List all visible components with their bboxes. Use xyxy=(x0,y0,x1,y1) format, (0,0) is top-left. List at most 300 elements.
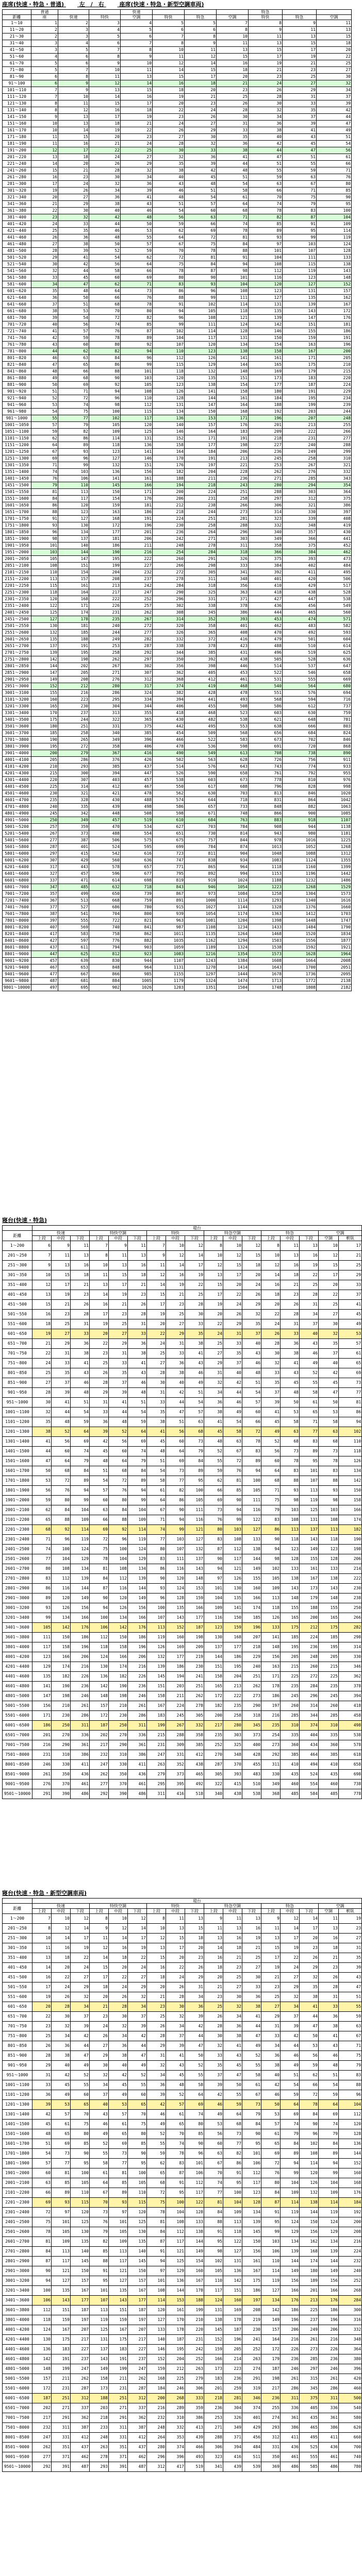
fare-cell: 70 xyxy=(249,194,283,201)
fare-cell: 892 xyxy=(185,871,217,877)
fare-cell: 300 xyxy=(58,770,89,777)
table-row xyxy=(3,710,352,717)
distance-cell: 51～60 xyxy=(3,54,31,60)
fare-cell: 385 xyxy=(281,1750,300,1760)
fare-cell: 108 xyxy=(147,2286,166,2296)
fare-cell: 53 xyxy=(300,2041,319,2051)
fare-cell: 933 xyxy=(317,764,352,770)
fare-cell: 67 xyxy=(223,1447,242,1456)
fare-cell: 181 xyxy=(58,623,89,630)
fare-cell: 97 xyxy=(249,241,283,248)
fare-cell: 141 xyxy=(89,476,121,482)
fare-cell: 101 xyxy=(121,368,153,375)
fare-cell: 5 xyxy=(153,20,185,27)
fare-cell: 84 xyxy=(109,1505,128,1515)
fare-cell: 68 xyxy=(261,1476,281,1486)
fare-cell: 495 xyxy=(317,569,352,576)
fare-cell: 483 xyxy=(283,623,317,630)
fare-cell: 57 xyxy=(121,241,153,248)
fare-cell: 1088 xyxy=(283,851,317,857)
fare-cell: 314 xyxy=(249,509,283,516)
fare-cell: 104 xyxy=(153,335,185,342)
table-row xyxy=(3,971,352,978)
fare-cell: 192 xyxy=(249,409,283,415)
fare-cell: 1138 xyxy=(317,824,352,831)
fare-cell: 284 xyxy=(153,583,185,589)
fare-cell: 127 xyxy=(242,1525,261,1535)
fare-cell: 91 xyxy=(204,2227,223,2237)
fare-cell: 9 xyxy=(204,1914,223,1924)
fare-cell: 111 xyxy=(242,1496,261,1505)
distance-cell: 1～200 xyxy=(3,1914,32,1924)
fare-cell: 9 xyxy=(58,87,89,94)
fare-cell: 173 xyxy=(249,375,283,382)
fare-cell: 172 xyxy=(32,2384,52,2394)
fare-cell: 120 xyxy=(52,1594,71,1603)
fare-cell: 29 xyxy=(261,2012,281,2022)
fare-cell: 196 xyxy=(71,1642,90,1652)
fare-cell: 12 xyxy=(223,1251,242,1261)
fare-cell: 104 xyxy=(71,1505,90,1515)
fare-cell: 18 xyxy=(261,1290,281,1300)
fare-cell: 86 xyxy=(58,435,89,442)
fare-cell: 293 xyxy=(261,2423,281,2433)
fare-cell: 45 xyxy=(281,1378,300,1388)
fare-cell: 250 xyxy=(339,1603,362,1613)
table-row xyxy=(3,877,352,884)
fare-cell: 14 xyxy=(281,1924,300,1934)
fare-cell: 29 xyxy=(58,201,89,208)
fare-cell: 186 xyxy=(166,1662,185,1672)
distance-cell: 2951～3000 xyxy=(3,683,31,690)
distance-cell: 4001～4200 xyxy=(3,2325,32,2335)
fare-cell: 1384 xyxy=(217,958,249,964)
fare-cell: 74 xyxy=(32,1545,52,1554)
fare-cell: 38 xyxy=(281,1349,300,1359)
fare-cell: 52 xyxy=(261,1437,281,1447)
fare-cell: 117 xyxy=(185,335,217,342)
column-header: 空調 xyxy=(317,15,352,20)
header-top-cell xyxy=(89,10,121,15)
fare-cell: 75 xyxy=(339,2051,362,2061)
fare-cell: 412 xyxy=(89,784,121,790)
fare-cell: 374 xyxy=(153,683,185,690)
fare-cell: 213 xyxy=(223,1682,242,1691)
fare-cell: 349 xyxy=(261,1780,281,1789)
fare-cell: 22 xyxy=(32,2012,52,2022)
fare-cell: 8 xyxy=(185,33,217,40)
fare-cell: 344 xyxy=(121,703,153,710)
fare-cell: 838 xyxy=(185,857,217,864)
table-row xyxy=(3,770,352,777)
fare-cell: 387 xyxy=(71,2423,90,2433)
table-row xyxy=(3,127,352,134)
table-row xyxy=(3,415,352,422)
table-row xyxy=(3,60,352,67)
fare-cell: 310 xyxy=(52,1750,71,1760)
fare-cell: 118 xyxy=(339,1447,362,1456)
fare-cell: 188 xyxy=(249,402,283,409)
fare-cell: 152 xyxy=(339,2159,362,2168)
fare-cell: 69 xyxy=(261,2149,281,2159)
fare-cell: 96 xyxy=(153,315,185,321)
fare-cell: 37 xyxy=(90,2090,109,2100)
fare-cell: 284 xyxy=(185,549,217,556)
table-row xyxy=(3,1496,362,1505)
fare-cell: 23 xyxy=(90,2012,109,2022)
fare-cell: 192 xyxy=(339,2208,362,2217)
distance-cell: 1001～1100 xyxy=(3,2080,32,2090)
fare-cell: 52 xyxy=(109,1427,128,1437)
fare-cell: 519 xyxy=(185,2462,204,2472)
table-row xyxy=(3,1280,362,1290)
fare-cell: 411 xyxy=(283,569,317,576)
fare-cell: 72 xyxy=(89,315,121,321)
fare-cell: 64 xyxy=(281,2100,300,2110)
fare-cell: 2095 xyxy=(317,971,352,978)
fare-cell: 36 xyxy=(185,154,217,161)
fare-cell: 513 xyxy=(58,897,89,904)
fare-cell: 1363 xyxy=(249,911,283,918)
fare-cell: 11 xyxy=(249,33,283,40)
fare-cell: 62 xyxy=(58,348,89,355)
fare-cell: 57 xyxy=(32,2159,52,2168)
fare-cell: 22 xyxy=(109,1973,128,1982)
fare-cell: 319 xyxy=(242,2384,261,2394)
fare-cell: 468 xyxy=(217,683,249,690)
fare-cell: 44 xyxy=(242,2022,261,2031)
fare-cell: 44 xyxy=(52,1408,71,1417)
fare-cell: 271 xyxy=(204,2423,223,2433)
fare-cell: 137 xyxy=(31,643,58,650)
fare-cell: 106 xyxy=(90,1623,109,1633)
fare-cell: 30 xyxy=(261,1349,281,1359)
table-row xyxy=(3,20,352,27)
fare-cell: 143 xyxy=(166,1613,185,1623)
fare-cell: 73 xyxy=(281,1447,300,1456)
fare-cell: 883 xyxy=(249,817,283,824)
fare-cell: 84 xyxy=(217,241,249,248)
fare-cell: 464 xyxy=(300,1750,319,1760)
fare-cell: 864 xyxy=(283,797,317,804)
fare-cell: 364 xyxy=(317,489,352,496)
fare-cell: 73 xyxy=(121,288,153,295)
fare-cell: 130 xyxy=(128,2227,147,2237)
fare-cell: 17 xyxy=(128,1934,147,1943)
table-row xyxy=(3,1329,362,1339)
fare-cell: 408 xyxy=(317,516,352,522)
fare-cell: 138 xyxy=(204,2315,223,2325)
fare-cell: 24 xyxy=(185,107,217,114)
fare-cell: 246 xyxy=(319,2364,339,2374)
fare-cell: 452 xyxy=(317,543,352,549)
fare-cell: 27 xyxy=(32,1378,52,1388)
fare-cell: 109 xyxy=(204,1603,223,1613)
fare-cell: 944 xyxy=(121,958,153,964)
fare-cell: 748 xyxy=(217,810,249,817)
fare-cell: 26 xyxy=(166,1982,185,1992)
fare-cell: 28 xyxy=(52,2002,71,2012)
fare-cell: 35 xyxy=(217,134,249,141)
fare-cell: 427 xyxy=(249,596,283,603)
fare-cell: 117 xyxy=(58,496,89,502)
fare-cell: 343 xyxy=(317,476,352,482)
fare-cell: 340 xyxy=(204,1789,223,1799)
fare-cell: 125 xyxy=(121,429,153,435)
table-row xyxy=(3,978,352,985)
fare-cell: 171 xyxy=(32,1711,52,1721)
fare-cell: 53 xyxy=(281,1408,300,1417)
fare-cell: 429 xyxy=(242,2423,261,2433)
fare-cell: 492 xyxy=(185,1780,204,1789)
fare-cell: 94 xyxy=(89,388,121,395)
fare-cell: 349 xyxy=(58,817,89,824)
fare-cell: 63 xyxy=(90,1505,109,1515)
distance-cell: 441～460 xyxy=(3,234,31,241)
fare-cell: 85 xyxy=(128,2139,147,2149)
fare-cell: 24 xyxy=(153,121,185,127)
fare-cell: 1083 xyxy=(153,951,185,958)
fare-cell: 243 xyxy=(217,482,249,489)
fare-cell: 331 xyxy=(261,2443,281,2452)
distance-cell: 141～150 xyxy=(3,114,31,121)
fare-cell: 10 xyxy=(32,1934,52,1943)
distance-cell: 151～160 xyxy=(3,121,31,127)
fare-cell: 36 xyxy=(58,234,89,241)
fare-cell: 34 xyxy=(147,2071,166,2080)
fare-cell: 19 xyxy=(31,188,58,194)
distance-cell: 2201～2250 xyxy=(3,583,31,589)
fare-cell: 120 xyxy=(31,596,58,603)
fare-cell: 618 xyxy=(339,1750,362,1760)
fare-cell: 356 xyxy=(153,663,185,670)
fare-cell: 8 xyxy=(204,1241,223,1251)
fare-cell: 20 xyxy=(317,47,352,54)
fare-cell: 167 xyxy=(185,2276,204,2286)
fare-cell: 943 xyxy=(249,831,283,837)
distance-cell: 1701～1800 xyxy=(3,1476,32,1486)
fare-cell: 109 xyxy=(317,221,352,228)
fare-cell: 236 xyxy=(217,476,249,482)
fare-cell: 258 xyxy=(89,650,121,656)
fare-cell: 94 xyxy=(319,2159,339,2168)
fare-cell: 1592 xyxy=(283,944,317,951)
fare-cell: 125 xyxy=(300,1505,319,1515)
distance-cell: 3901～4000 xyxy=(3,750,31,757)
table-row xyxy=(3,897,352,904)
fare-cell: 127 xyxy=(249,295,283,301)
fare-cell: 68 xyxy=(223,2120,242,2129)
fare-cell: 442 xyxy=(153,723,185,730)
fare-cell: 430 xyxy=(89,797,121,804)
fare-cell: 35 xyxy=(300,1982,319,1992)
fare-cell: 429 xyxy=(58,857,89,864)
fare-cell: 37 xyxy=(223,1359,242,1368)
fare-cell: 17 xyxy=(58,147,89,154)
table-row xyxy=(3,643,352,650)
fare-cell: 69 xyxy=(185,228,217,234)
fare-cell: 2051 xyxy=(317,964,352,971)
fare-cell: 91 xyxy=(90,2266,109,2276)
fare-cell: 16 xyxy=(300,1251,319,1261)
fare-cell: 15 xyxy=(217,54,249,60)
fare-cell: 23 xyxy=(153,114,185,121)
distance-cell: 181～190 xyxy=(3,141,31,147)
distance-cell: 1501～1600 xyxy=(3,1456,32,1466)
fare-cell: 41 xyxy=(339,1300,362,1310)
fare-cell: 393 xyxy=(217,616,249,623)
fare-cell: 115 xyxy=(153,362,185,368)
fare-cell: 621 xyxy=(249,717,283,723)
fare-cell: 285 xyxy=(300,2354,319,2364)
fare-cell: 23 xyxy=(71,1290,90,1300)
fare-cell: 11 xyxy=(223,1914,242,1924)
fare-cell: 198 xyxy=(339,1545,362,1554)
distance-cell: 551～600 xyxy=(3,1992,32,2002)
fare-cell: 48 xyxy=(242,1368,261,1378)
fare-cell: 625 xyxy=(317,650,352,656)
fare-cell: 169 xyxy=(249,368,283,375)
fare-cell: 81 xyxy=(31,489,58,496)
fare-cell: 554 xyxy=(121,831,153,837)
fare-cell: 182 xyxy=(339,1525,362,1535)
fare-cell: 88 xyxy=(90,2257,109,2266)
table-row xyxy=(3,328,352,335)
fare-cell: 156 xyxy=(121,469,153,476)
distance-cell: 651～700 xyxy=(3,2012,32,2022)
distance-cell: 241～260 xyxy=(3,167,31,174)
fare-cell: 11 xyxy=(217,40,249,47)
fare-cell: 95 xyxy=(317,201,352,208)
fare-cell: 67 xyxy=(147,1505,166,1515)
fare-cell: 213 xyxy=(300,2296,319,2306)
fare-cell: 396 xyxy=(339,2364,362,2374)
fare-cell: 13 xyxy=(128,1251,147,1261)
fare-cell: 227 xyxy=(121,563,153,569)
fare-cell: 408 xyxy=(217,630,249,636)
fare-cell: 212 xyxy=(166,2364,185,2374)
fare-cell: 187 xyxy=(128,2306,147,2315)
fare-cell: 236 xyxy=(261,2394,281,2403)
fare-cell: 42 xyxy=(128,2031,147,2041)
distance-cell: 421～440 xyxy=(3,228,31,234)
fare-cell: 397 xyxy=(317,509,352,516)
fare-cell: 33 xyxy=(147,1398,166,1408)
fare-cell: 25 xyxy=(300,1280,319,1290)
fare-cell: 176 xyxy=(319,2296,339,2306)
fare-cell: 18 xyxy=(317,40,352,47)
fare-cell: 130 xyxy=(31,623,58,630)
fare-cell: 15 xyxy=(58,134,89,141)
fare-cell: 1877 xyxy=(317,938,352,944)
fare-cell: 278 xyxy=(90,2452,109,2462)
fare-cell: 240 xyxy=(242,1662,261,1672)
fare-cell: 632 xyxy=(89,884,121,891)
column-header: 軟臥 xyxy=(339,1909,362,1914)
fare-cell: 1016 xyxy=(283,837,317,844)
column-header: 上段 xyxy=(90,1909,109,1914)
fare-cell: 57 xyxy=(185,1408,204,1417)
fare-cell: 413 xyxy=(185,2423,204,2433)
table-row xyxy=(3,790,352,797)
header-top-cell xyxy=(3,1899,32,1904)
fare-cell: 108 xyxy=(223,1535,242,1545)
fare-cell: 142 xyxy=(52,1623,71,1633)
fare-cell: 555 xyxy=(58,918,89,924)
fare-cell: 88 xyxy=(217,248,249,255)
fare-cell: 461 xyxy=(217,676,249,683)
fare-cell: 114 xyxy=(300,2159,319,2168)
fare-cell: 128 xyxy=(339,2129,362,2139)
fare-cell: 123 xyxy=(249,288,283,295)
fare-cell: 48 xyxy=(90,1456,109,1466)
distance-cell: 351～400 xyxy=(3,1280,32,1290)
fare-cell: 245 xyxy=(281,1691,300,1701)
fare-cell: 121 xyxy=(185,1525,204,1535)
table-row xyxy=(3,958,352,964)
fare-cell: 135 xyxy=(71,2237,90,2247)
fare-cell: 30 xyxy=(153,147,185,154)
fare-cell: 4 xyxy=(31,54,58,60)
fare-cell: 704 xyxy=(89,911,121,918)
fare-cell: 96 xyxy=(185,288,217,295)
fare-cell: 13 xyxy=(283,33,317,40)
fare-cell: 20 xyxy=(32,2002,52,2012)
fare-cell: 51 xyxy=(339,1992,362,2002)
fare-cell: 71 xyxy=(31,462,58,469)
fare-cell: 417 xyxy=(166,2462,185,2472)
fare-cell: 8 xyxy=(249,20,283,27)
fare-cell: 531 xyxy=(249,676,283,683)
fare-cell: 74 xyxy=(58,402,89,409)
fare-cell: 93 xyxy=(185,281,217,288)
table-row xyxy=(3,1672,362,1682)
fare-cell: 82 xyxy=(249,214,283,221)
fare-cell: 16 xyxy=(217,60,249,67)
fare-cell: 32 xyxy=(31,268,58,275)
fare-cell: 73 xyxy=(185,1437,204,1447)
distance-cell: 1751～1800 xyxy=(3,522,31,529)
fare-cell: 96 xyxy=(185,2149,204,2159)
fare-cell: 22 xyxy=(166,1963,185,1973)
fare-cell: 387 xyxy=(31,911,58,918)
table-row xyxy=(3,161,352,167)
fare-cell: 569 xyxy=(58,924,89,931)
fare-cell: 34 xyxy=(261,2041,281,2051)
fare-cell: 466 xyxy=(185,2443,204,2452)
table-row xyxy=(3,1731,362,1740)
fare-cell: 26 xyxy=(89,161,121,167)
group-header: 距離 xyxy=(3,1904,32,1914)
fare-cell: 124 xyxy=(71,1545,90,1554)
fare-cell: 401 xyxy=(58,844,89,851)
fare-cell: 237 xyxy=(300,2315,319,2325)
fare-cell: 593 xyxy=(317,630,352,636)
fare-cell: 30 xyxy=(242,1973,261,1982)
fare-cell: 541 xyxy=(58,911,89,918)
table-row xyxy=(3,1339,362,1349)
fare-cell: 156 xyxy=(319,2276,339,2286)
fare-cell: 83 xyxy=(153,281,185,288)
fare-cell: 584 xyxy=(300,1789,319,1799)
distance-cell: 761～780 xyxy=(3,342,31,348)
fare-cell: 6 xyxy=(121,33,153,40)
fare-cell: 60 xyxy=(185,208,217,214)
fare-cell: 16 xyxy=(281,1261,300,1270)
fare-cell: 133 xyxy=(317,255,352,261)
table-row xyxy=(3,1378,362,1388)
column-header: 上段 xyxy=(261,1236,281,1241)
